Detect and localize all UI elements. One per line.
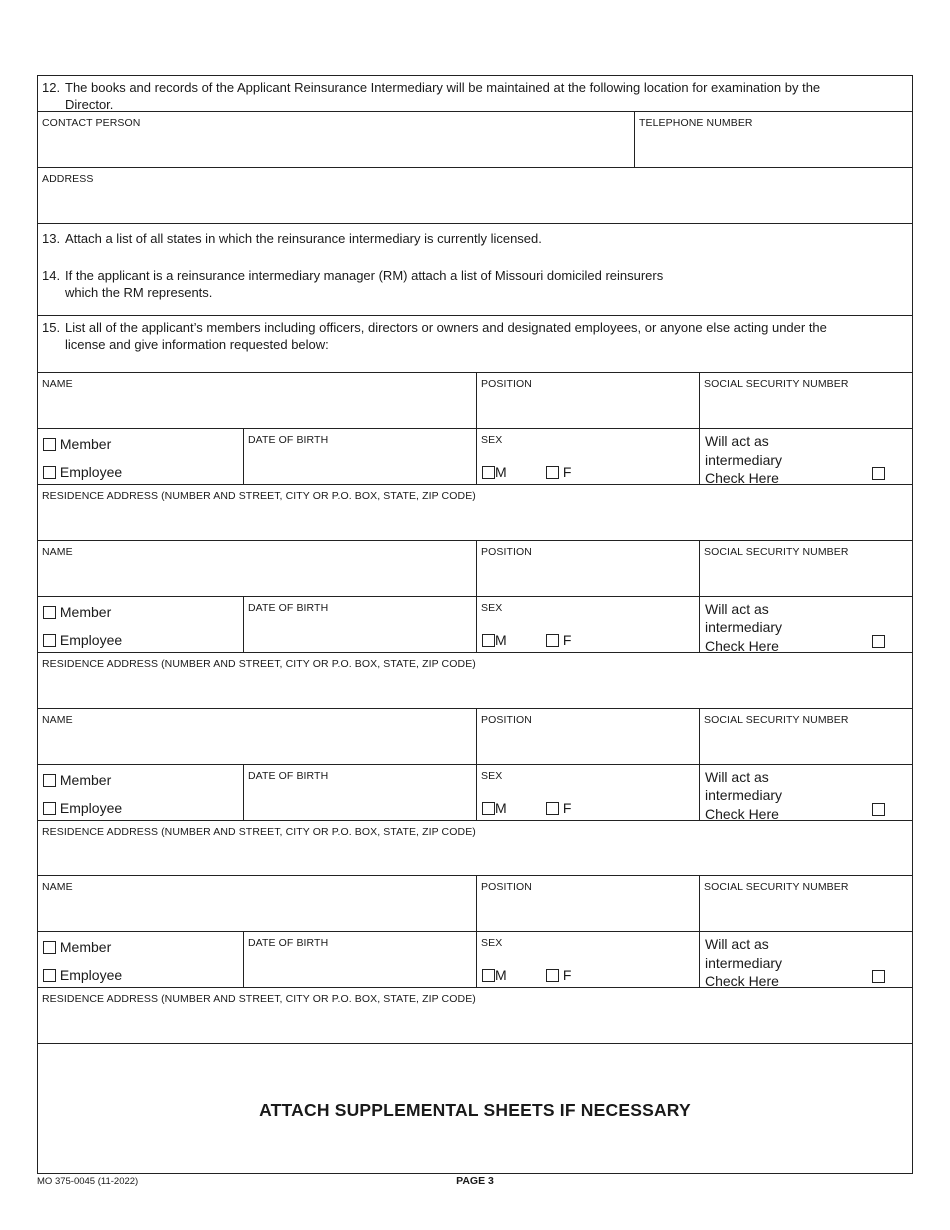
- q12-text-line1: The books and records of the Applicant Reinsurance Intermediary will be maintained at the following location for examination by the: [65, 80, 821, 95]
- member-name-field[interactable]: [38, 373, 476, 428]
- male-checkbox[interactable]: [482, 634, 495, 647]
- intermediary-text: [705, 768, 782, 824]
- member-option-label: Member: [59, 436, 112, 452]
- member-dob-field[interactable]: [243, 429, 476, 484]
- residence-label: RESIDENCE ADDRESS (NUMBER AND STREET, CITY OR P.O. BOX, STATE, ZIP CODE): [42, 490, 476, 502]
- male-checkbox[interactable]: [482, 466, 495, 479]
- employee-option[interactable]: [43, 464, 122, 480]
- member-residence-field[interactable]: [38, 988, 912, 1044]
- member-checkbox[interactable]: [43, 941, 56, 954]
- act-line1: Will act as: [705, 936, 769, 953]
- sex-female-option[interactable]: [546, 464, 571, 480]
- act-line3: Check Here: [705, 973, 779, 990]
- member-name-row: [38, 876, 912, 932]
- employee-checkbox[interactable]: [43, 802, 56, 815]
- member-dob-field[interactable]: [243, 597, 476, 652]
- intermediary-text: [705, 600, 782, 656]
- member-checkbox[interactable]: [43, 774, 56, 787]
- member-position-field[interactable]: [476, 373, 699, 428]
- employee-option[interactable]: [43, 800, 122, 816]
- female-checkbox[interactable]: [546, 466, 559, 479]
- q15-text: [42, 319, 908, 353]
- member-option-label: Member: [59, 603, 112, 620]
- q14-text: [42, 267, 908, 301]
- q15-section: [38, 316, 912, 373]
- contact-row: [38, 112, 912, 168]
- intermediary-checkbox[interactable]: [872, 803, 885, 816]
- contact-person-label: CONTACT PERSON: [42, 117, 141, 129]
- ssn-label: SOCIAL SECURITY NUMBER: [704, 378, 849, 390]
- employee-checkbox[interactable]: [43, 634, 56, 647]
- member-dob-field[interactable]: [243, 765, 476, 820]
- member-position-field[interactable]: [476, 541, 699, 596]
- q12-number: 12.: [42, 80, 61, 95]
- intermediary-cell: [699, 932, 912, 990]
- female-label: F: [562, 464, 572, 480]
- member-ssn-field[interactable]: [699, 876, 912, 931]
- member-position-field[interactable]: [476, 709, 699, 764]
- member-name-row: [38, 541, 912, 597]
- intermediary-checkbox[interactable]: [872, 635, 885, 648]
- member-details-row: [38, 765, 912, 821]
- employee-option[interactable]: [43, 967, 122, 983]
- member-sex-cell: [476, 429, 699, 484]
- member-option[interactable]: [43, 939, 111, 955]
- male-label: M: [495, 967, 507, 984]
- intermediary-checkbox[interactable]: [872, 970, 885, 983]
- act-line2: intermediary: [705, 619, 783, 636]
- application-form-page: [37, 75, 913, 1174]
- q12-text: [42, 79, 908, 113]
- q15-number: 15.: [42, 320, 61, 335]
- act-line2: intermediary: [705, 954, 783, 971]
- intermediary-text: [705, 935, 782, 991]
- member-dob-field[interactable]: [243, 932, 476, 987]
- act-line2: intermediary: [705, 787, 783, 803]
- member-name-field[interactable]: [38, 709, 476, 764]
- act-line3: Check Here: [705, 470, 779, 486]
- telephone-field[interactable]: [634, 112, 912, 167]
- member-name-field[interactable]: [38, 876, 476, 931]
- attach-note: ATTACH SUPPLEMENTAL SHEETS IF NECESSARY: [259, 1100, 691, 1120]
- female-label: F: [562, 799, 572, 816]
- sex-label: SEX: [481, 434, 503, 446]
- employee-option-label: Employee: [59, 967, 123, 984]
- male-label: M: [495, 799, 507, 816]
- employee-option[interactable]: [43, 632, 122, 648]
- member-checkbox[interactable]: [43, 438, 56, 451]
- page-number: PAGE 3: [456, 1175, 494, 1187]
- employee-option-label: Employee: [59, 631, 123, 648]
- female-checkbox[interactable]: [546, 802, 559, 815]
- employee-checkbox[interactable]: [43, 969, 56, 982]
- q13-q14-section: [38, 224, 912, 316]
- member-type-cell: [38, 597, 243, 652]
- member-option[interactable]: [43, 604, 111, 620]
- address-field[interactable]: [38, 168, 912, 224]
- member-option[interactable]: [43, 436, 111, 452]
- member-sex-cell: [476, 765, 699, 820]
- q13-number: 13.: [42, 231, 61, 246]
- name-label: NAME: [42, 378, 73, 390]
- attach-note-section: [38, 1044, 912, 1174]
- ssn-label: SOCIAL SECURITY NUMBER: [704, 881, 849, 894]
- residence-label: RESIDENCE ADDRESS (NUMBER AND STREET, CITY OR P.O. BOX, STATE, ZIP CODE): [42, 657, 476, 670]
- act-line1: Will act as: [705, 600, 769, 617]
- dob-label: DATE OF BIRTH: [248, 769, 329, 782]
- sex-male-option[interactable]: [482, 800, 507, 816]
- name-label: NAME: [42, 881, 73, 894]
- intermediary-cell: [699, 597, 912, 652]
- dob-label: DATE OF BIRTH: [248, 434, 329, 446]
- dob-label: DATE OF BIRTH: [248, 601, 329, 614]
- q13-text: [42, 230, 908, 247]
- member-option[interactable]: [43, 772, 111, 788]
- member-ssn-field[interactable]: [699, 541, 912, 596]
- act-line1: Will act as: [705, 433, 769, 449]
- residence-label: RESIDENCE ADDRESS (NUMBER AND STREET, CITY OR P.O. BOX, STATE, ZIP CODE): [42, 825, 476, 838]
- member-residence-field[interactable]: [38, 485, 912, 541]
- member-details-row: [38, 597, 912, 653]
- member-checkbox[interactable]: [43, 606, 56, 619]
- member-type-cell: [38, 429, 243, 484]
- sex-label: SEX: [481, 937, 503, 950]
- member-residence-field[interactable]: [38, 653, 912, 709]
- sex-label: SEX: [481, 601, 503, 614]
- employee-checkbox[interactable]: [43, 466, 56, 479]
- q14-text-line1: If the applicant is a reinsurance intermediary manager (RM) attach a list of Missouri domiciled reinsurers: [65, 268, 664, 283]
- employee-option-label: Employee: [59, 464, 123, 480]
- act-line2: intermediary: [705, 451, 783, 468]
- sex-male-option[interactable]: [482, 967, 507, 983]
- female-checkbox[interactable]: [546, 634, 559, 647]
- female-checkbox[interactable]: [546, 969, 559, 982]
- q12-text-line2: Director.: [65, 97, 114, 112]
- intermediary-cell: [699, 429, 912, 484]
- member-type-cell: [38, 765, 243, 820]
- member-details-row: [38, 932, 912, 988]
- act-line3: Check Here: [705, 805, 779, 822]
- sex-female-option[interactable]: [546, 967, 571, 983]
- dob-label: DATE OF BIRTH: [248, 937, 329, 950]
- member-residence-field[interactable]: [38, 821, 912, 877]
- q12-section: [38, 76, 912, 112]
- sex-female-option[interactable]: [546, 800, 571, 816]
- member-name-row: [38, 373, 912, 429]
- member-option-label: Member: [59, 939, 112, 956]
- ssn-label: SOCIAL SECURITY NUMBER: [704, 713, 849, 726]
- intermediary-cell: [699, 765, 912, 820]
- q15-text-line1: List all of the applicant’s members including officers, directors or owners and designated employees, or anyone else acting under the: [65, 320, 827, 335]
- q13-body: Attach a list of all states in which the reinsurance intermediary is currently licensed.: [65, 231, 542, 246]
- intermediary-checkbox[interactable]: [872, 467, 885, 480]
- member-details-row: [38, 429, 912, 485]
- act-line1: Will act as: [705, 768, 769, 785]
- member-ssn-field[interactable]: [699, 709, 912, 764]
- male-checkbox[interactable]: [482, 969, 495, 982]
- sex-male-option[interactable]: [482, 632, 507, 648]
- position-label: POSITION: [481, 881, 532, 894]
- act-line3: Check Here: [705, 637, 779, 654]
- member-type-cell: [38, 932, 243, 987]
- q15-text-line2: license and give information requested below:: [65, 337, 329, 352]
- sex-male-option[interactable]: [482, 464, 507, 480]
- female-label: F: [562, 631, 572, 648]
- name-label: NAME: [42, 713, 73, 726]
- contact-person-field[interactable]: [38, 112, 634, 167]
- q14-text-line2: which the RM represents.: [65, 285, 213, 300]
- position-label: POSITION: [481, 713, 532, 726]
- employee-option-label: Employee: [59, 799, 123, 816]
- intermediary-text: [705, 432, 782, 488]
- name-label: NAME: [42, 545, 73, 558]
- position-label: POSITION: [481, 545, 532, 558]
- telephone-label: TELEPHONE NUMBER: [639, 117, 753, 129]
- male-checkbox[interactable]: [482, 802, 495, 815]
- member-position-field[interactable]: [476, 876, 699, 931]
- residence-label: RESIDENCE ADDRESS (NUMBER AND STREET, CITY OR P.O. BOX, STATE, ZIP CODE): [42, 993, 476, 1006]
- sex-label: SEX: [481, 769, 503, 782]
- member-name-field[interactable]: [38, 541, 476, 596]
- q14-number: 14.: [42, 268, 61, 283]
- position-label: POSITION: [481, 378, 532, 390]
- ssn-label: SOCIAL SECURITY NUMBER: [704, 545, 849, 558]
- member-sex-cell: [476, 932, 699, 987]
- address-label: ADDRESS: [42, 173, 94, 185]
- male-label: M: [495, 631, 507, 648]
- member-option-label: Member: [59, 771, 112, 788]
- female-label: F: [562, 967, 572, 984]
- member-ssn-field[interactable]: [699, 373, 912, 428]
- male-label: M: [495, 464, 507, 480]
- member-name-row: [38, 709, 912, 765]
- member-sex-cell: [476, 597, 699, 652]
- sex-female-option[interactable]: [546, 632, 571, 648]
- form-number: MO 375-0045 (11-2022): [37, 1176, 139, 1187]
